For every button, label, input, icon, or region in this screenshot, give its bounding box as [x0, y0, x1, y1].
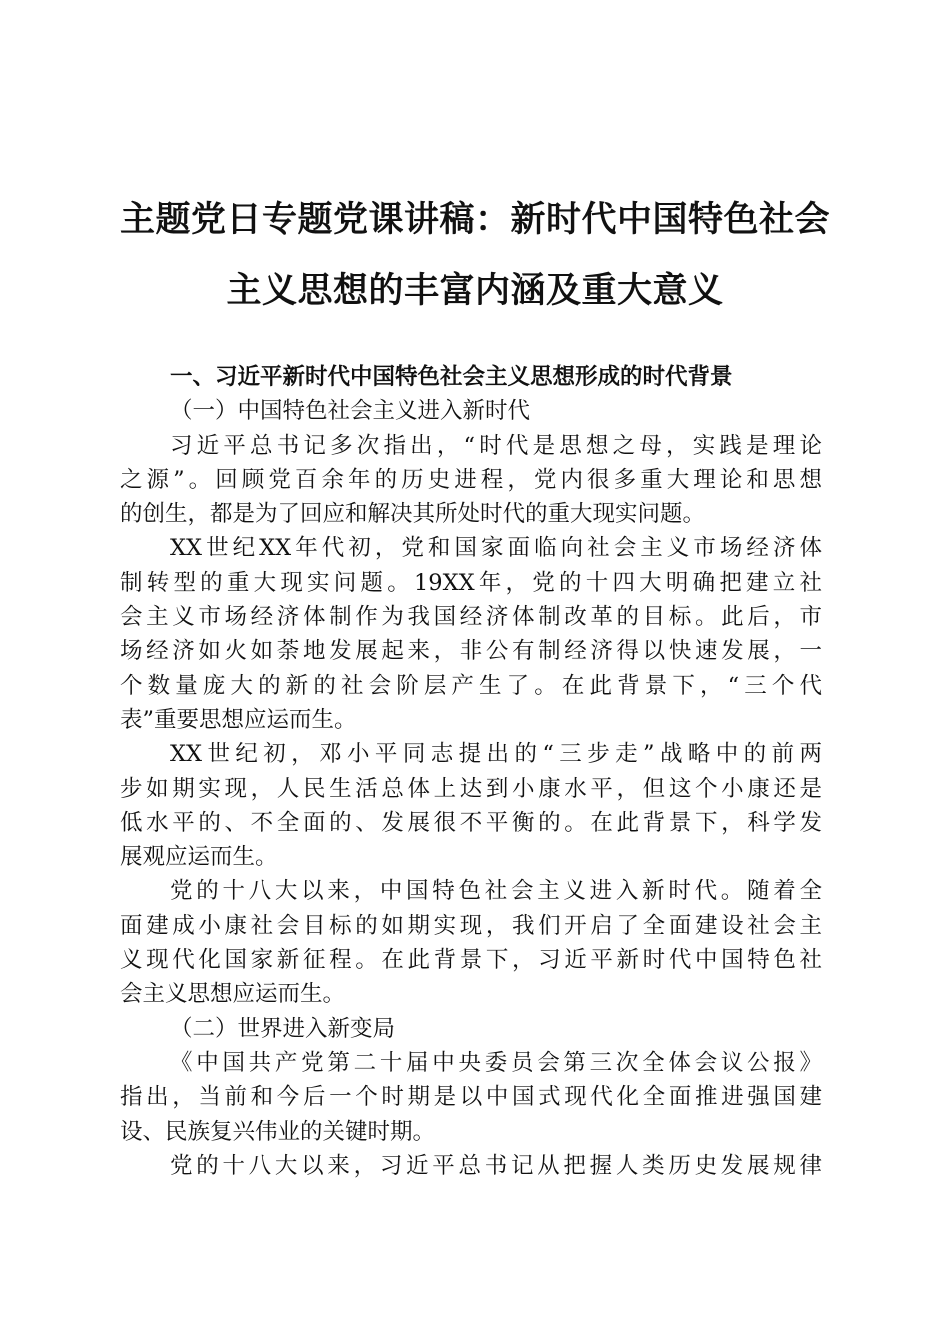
document-title-line-1: 主题党日专题党课讲稿：新时代中国特色社会 — [119, 200, 830, 240]
paragraph-line: XX世纪初，邓小平同志提出的“三步走”战略中的前两 — [170, 741, 822, 768]
paragraph-line: 习近平总书记多次指出，“时代是思想之母，实践是理论 — [170, 432, 822, 459]
paragraph-line: 展观应运而生。 — [120, 844, 278, 871]
paragraph-line: XX世纪XX年代初，党和国家面临向社会主义市场经济体 — [170, 535, 822, 562]
paragraph-line: 设、民族复兴伟业的关键时期。 — [120, 1118, 436, 1145]
paragraph-line: 面建成小康社会目标的如期实现，我们开启了全面建设社会主 — [120, 912, 822, 939]
document-body — [120, 360, 822, 1183]
paragraph-line: 《中国共产党第二十届中央委员会第三次全体会议公报》 — [170, 1049, 822, 1076]
paragraph-line: 党的十八大以来，中国特色社会主义进入新时代。随着全 — [170, 878, 822, 905]
paragraph-line: 低水平的、不全面的、发展很不平衡的。在此背景下，科学发 — [120, 809, 822, 836]
document-title-line-2: 主义思想的丰富内涵及重大意义 — [226, 271, 724, 311]
paragraph-line: 义现代化国家新征程。在此背景下，习近平新时代中国特色社 — [120, 947, 822, 974]
paragraph-line: 党的十八大以来，习近平总书记从把握人类历史发展规律 — [170, 1152, 822, 1179]
subsection-heading: （二）世界进入新变局 — [170, 1015, 396, 1042]
section-heading: 一、习近平新时代中国特色社会主义思想形成的时代背景 — [170, 364, 733, 390]
paragraph-line: 的创生，都是为了回应和解决其所处时代的重大现实问题。 — [120, 501, 706, 528]
paragraph-line: 个数量庞大的新的社会阶层产生了。在此背景下，“三个代 — [120, 672, 822, 699]
paragraph-line: 会主义思想应运而生。 — [120, 981, 346, 1008]
paragraph-line: 表”重要思想应运而生。 — [120, 706, 357, 733]
subsection-heading: （一）中国特色社会主义进入新时代 — [170, 398, 531, 425]
paragraph-line: 之源”。回顾党百余年的历史进程，党内很多重大理论和思想 — [120, 466, 822, 493]
paragraph-line: 场经济如火如荼地发展起来，非公有制经济得以快速发展，一 — [120, 638, 822, 665]
paragraph-line: 制转型的重大现实问题。19XX年，党的十四大明确把建立社 — [120, 569, 822, 596]
paragraph-line: 会主义市场经济体制作为我国经济体制改革的目标。此后，市 — [120, 604, 822, 631]
paragraph-line: 指出，当前和今后一个时期是以中国式现代化全面推进强国建 — [120, 1084, 822, 1111]
paragraph-line: 步如期实现，人民生活总体上达到小康水平，但这个小康还是 — [120, 775, 822, 802]
